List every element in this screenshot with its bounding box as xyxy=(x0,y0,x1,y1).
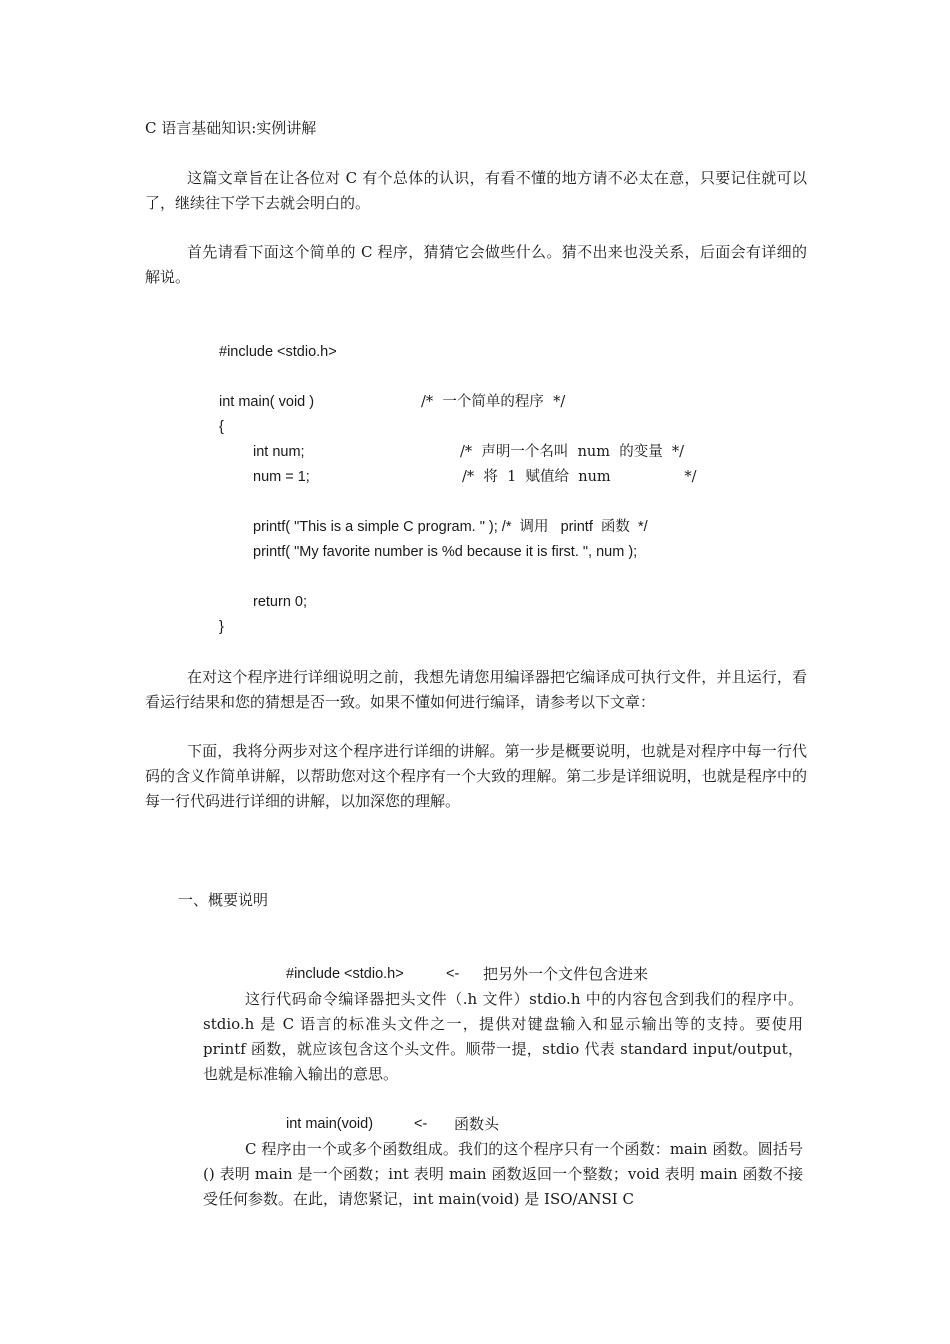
code-line-open-brace: { xyxy=(219,419,224,435)
code-comment-main: /* 一个简单的程序 */ xyxy=(421,394,566,410)
item2-arrow: <- xyxy=(414,1116,428,1132)
item2-caption: 函数头 xyxy=(454,1115,500,1133)
item1-paragraph: 这行代码命令编译器把头文件（.h 文件）stdio.h 中的内容包含到我们的程序中。stdio.h 是 C 语言的标准头文件之一，提供对键盘输入和显示输出等的支持。要使用 printf 函数，就应该包含这个头文件。顺带一提，stdio 代表 standard input/output，也就是标准输入输出的意思。 xyxy=(203,990,803,1083)
plan-paragraph: 下面，我将分两步对这个程序进行详细的讲解。第一步是概要说明，也就是对程序中每一行代码的含义作简单讲解，以帮助您对这个程序有一个大致的理解。第二步是详细说明，也就是程序中的每一行代码进行详细的讲解，以加深您的理解。 xyxy=(145,742,807,810)
first-paragraph: 首先请看下面这个简单的 C 程序，猜猜它会做些什么。猜不出来也没关系，后面会有详细的解说。 xyxy=(145,243,807,286)
code-line-main: int main( void ) xyxy=(219,394,315,410)
code-line-close-brace: } xyxy=(219,619,224,635)
section-heading: 一、概要说明 xyxy=(178,891,269,909)
code-line-printf2: printf( "My favorite number is %d because it is first. ", num ); xyxy=(253,544,638,560)
code-comment-decl: /* 声明一个名叫 num 的变量 */ xyxy=(460,444,685,460)
code-line-printf1: printf( "This is a simple C program. " ); /* 调用 printf 函数 */ xyxy=(253,519,648,535)
code-line-return: return 0; xyxy=(253,594,307,610)
intro-paragraph: 这篇文章旨在让各位对 C 有个总体的认识，有看不懂的地方请不必太在意，只要记住就可以了，继续往下学下去就会明白的。 xyxy=(145,169,807,212)
compile-paragraph: 在对这个程序进行详细说明之前，我想先请您用编译器把它编译成可执行文件，并且运行，看看运行结果和您的猜想是否一致。如果不懂如何进行编译，请参考以下文章： xyxy=(145,668,807,711)
item1-code: #include <stdio.h> xyxy=(286,966,404,982)
item2-code: int main(void) xyxy=(286,1116,374,1132)
item2-paragraph: C 程序由一个或多个函数组成。我们的这个程序只有一个函数：main 函数。圆括号 () 表明 main 是一个函数；int 表明 main 函数返回一个整数；void 表明 main 函数不接受任何参数。在此，请您紧记，int main(void) 是 ISO/ANSI C xyxy=(203,1140,803,1208)
code-comment-assign: /* 将 1 赋值给 num */ xyxy=(462,469,697,485)
code-line-include: #include <stdio.h> xyxy=(219,344,337,360)
code-line-assign: num = 1; xyxy=(253,469,310,485)
item1-caption: 把另外一个文件包含进来 xyxy=(483,965,649,983)
item1-arrow: <- xyxy=(446,966,460,982)
code-line-decl: int num; xyxy=(253,444,305,460)
document-title: C 语言基础知识:实例讲解 xyxy=(145,119,317,137)
